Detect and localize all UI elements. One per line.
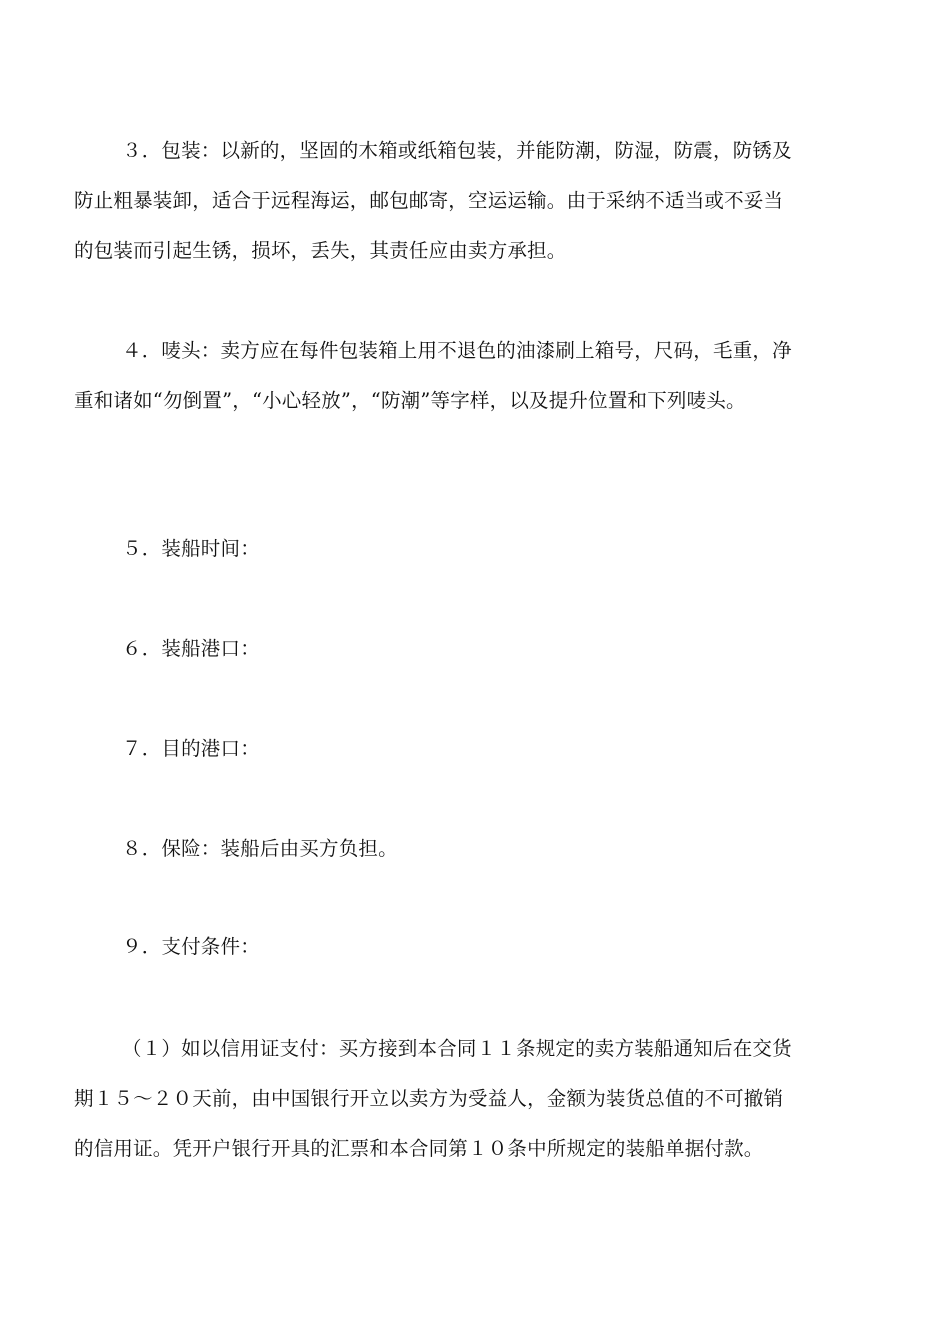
text-line: ４．唛头：卖方应在每件包装箱上用不退色的油漆刷上箱号，尺码，毛重，净 bbox=[122, 339, 792, 362]
text-line: 的信用证。凭开户银行开具的汇票和本合同第１０条中所规定的装船单据付款。 bbox=[74, 1137, 764, 1160]
clause-7-destination-port bbox=[74, 724, 894, 774]
clause-8-insurance bbox=[74, 824, 894, 874]
clause-9-payment bbox=[74, 922, 894, 972]
text-line: ６．装船港口： bbox=[122, 637, 260, 660]
text-line: ３．包装：以新的，坚固的木箱或纸箱包装，并能防潮，防湿，防震，防锈及 bbox=[122, 139, 792, 162]
text-line: （１）如以信用证支付：买方接到本合同１１条规定的卖方装船通知后在交货 bbox=[122, 1037, 792, 1060]
clause-5-shipment-time bbox=[74, 524, 894, 574]
text-line: 防止粗暴装卸，适合于远程海运，邮包邮寄，空运运输。由于采纳不适当或不妥当 bbox=[74, 189, 784, 212]
text-line: ５．装船时间： bbox=[122, 537, 260, 560]
text-line: 的包装而引起生锈，损坏，丢失，其责任应由卖方承担。 bbox=[74, 239, 567, 262]
clause-6-loading-port bbox=[74, 624, 894, 674]
text-line: ９．支付条件： bbox=[122, 935, 260, 958]
clause-4-marks bbox=[74, 326, 894, 426]
text-line: ８．保险：装船后由买方负担。 bbox=[122, 837, 398, 860]
text-line: 重和诸如“勿倒置”，“小心轻放”，“防潮”等字样，以及提升位置和下列唛头。 bbox=[74, 389, 746, 412]
text-line: ７．目的港口： bbox=[122, 737, 260, 760]
text-line: 期１５～２０天前，由中国银行开立以卖方为受益人，金额为装货总值的不可撤销 bbox=[74, 1087, 784, 1110]
clause-9-1-letter-of-credit bbox=[74, 1024, 894, 1174]
clause-3-packing bbox=[74, 126, 894, 276]
